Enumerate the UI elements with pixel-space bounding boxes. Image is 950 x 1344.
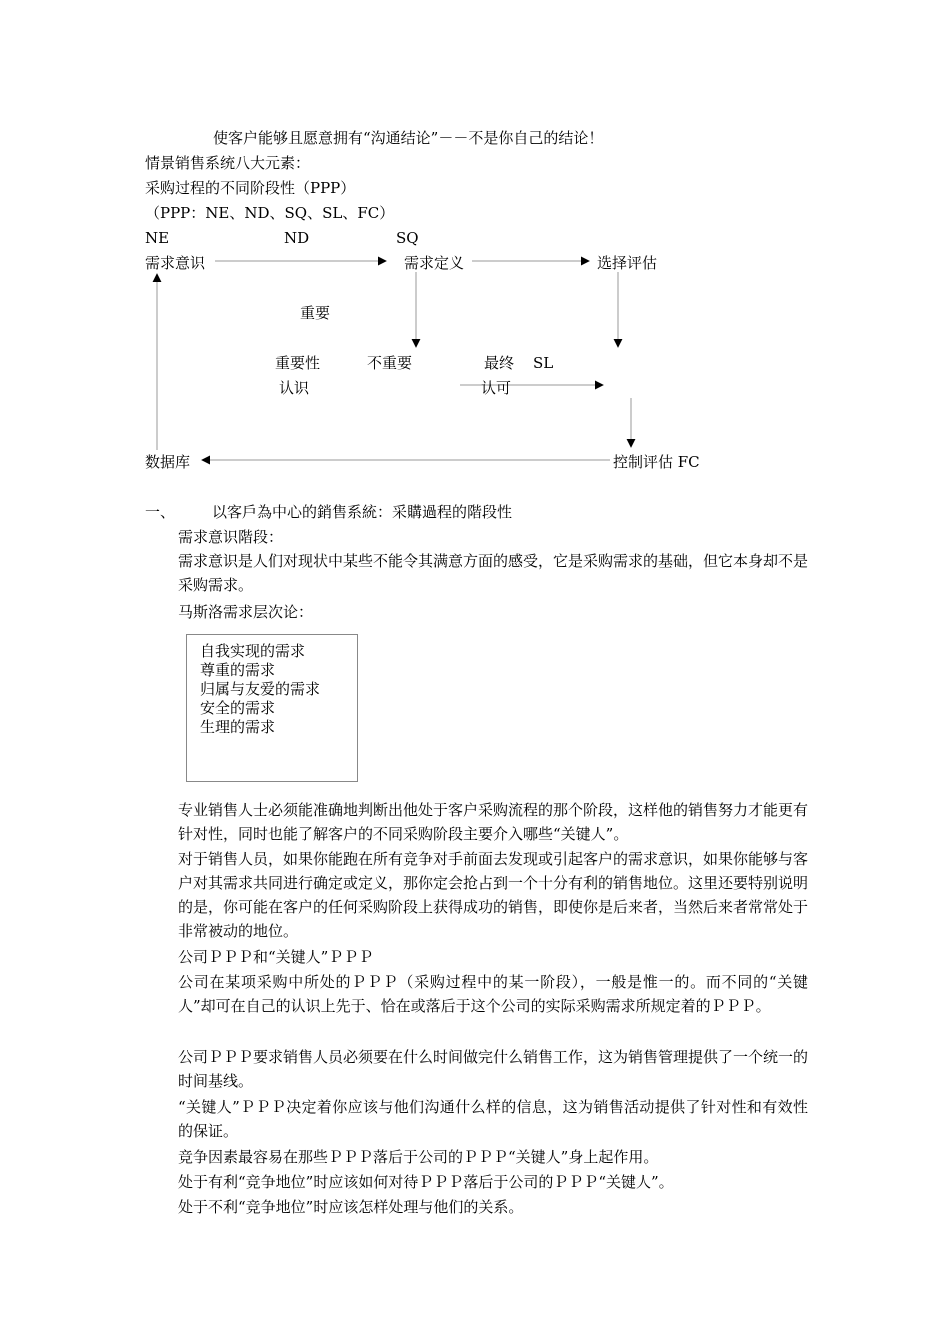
- intro-line-2: 情景销售系统八大元素：: [145, 154, 311, 172]
- paragraph-2: 对于销售人员，如果你能跑在所有竞争对手前面去发现或引起客户的需求意识，如果你能够与客户对其需求共同进行确定或定义，那你定会抢占到一个十分有利的销售地位。这里还要特别说明的是，你可能在客户的任何采购阶段上获得成功的销售，即使你是后来者，当然后来者常常处于非常被动的地位。: [178, 850, 809, 940]
- stage-control-evaluate: 控制评估 FC: [613, 453, 700, 471]
- paragraph-6: “关键人”ＰＰＰ决定着你应该与他们沟通什么样的信息，这为销售活动提供了针对性和有效性的保证。: [178, 1098, 808, 1140]
- intro-line-4: （PPP：NE、ND、SQ、SL、FC）: [145, 204, 395, 222]
- maslow-item: 自我实现的需求: [200, 642, 306, 660]
- code-nd: ND: [284, 229, 310, 247]
- paragraph-7: 竞争因素最容易在那些ＰＰＰ落后于公司的ＰＰＰ“关键人”身上起作用。: [178, 1148, 659, 1166]
- maslow-title: 马斯洛需求层次论：: [178, 603, 314, 621]
- paragraph-need-awareness: 需求意识是人们对现状中某些不能令其满意方面的感受，它是采购需求的基础，但它本身却不是采购需求。: [178, 552, 809, 594]
- paragraph-1: 专业销售人士必须能准确地判断出他处于客户采购流程的那个阶段，这样他的销售努力才能更有针对性，同时也能了解客户的不同采购阶段主要介入哪些“关键人”。: [178, 801, 809, 843]
- maslow-item: 尊重的需求: [200, 661, 276, 679]
- code-sq: SQ: [396, 229, 419, 247]
- label-recognition: 认识: [279, 379, 310, 397]
- paragraph-4: 公司在某项采购中所处的ＰＰＰ（采购过程中的某一阶段），一般是惟一的。而不同的“关键人”却可在自己的认识上先于、恰在或落后于这个公司的实际采购需求所规定着的ＰＰＰ。: [178, 973, 808, 1015]
- label-not-important: 不重要: [367, 354, 413, 372]
- paragraph-5: 公司ＰＰＰ要求销售人员必须要在什么时间做完什么销售工作，这为销售管理提供了一个统一的时间基线。: [178, 1048, 809, 1090]
- section-subheading: 需求意识階段：: [178, 528, 284, 546]
- paragraph-8: 处于有利“竞争地位”时应该如何对待ＰＰＰ落后于公司的ＰＰＰ“关键人”。: [178, 1173, 674, 1191]
- section-title: 以客戶為中心的銷售系統：采購過程的階段性: [212, 503, 513, 521]
- section-number: 一、: [145, 503, 176, 521]
- label-important: 重要: [300, 304, 331, 322]
- intro-line-3: 采购过程的不同阶段性（PPP）: [145, 179, 356, 197]
- label-importance: 重要性: [275, 354, 321, 372]
- maslow-hierarchy-box: [186, 634, 358, 782]
- label-final: 最终: [484, 354, 515, 372]
- ppp-flow-diagram: [0, 0, 950, 520]
- label-approval: 认可: [481, 379, 512, 397]
- paragraph-9: 处于不利“竞争地位”时应该怎样处理与他们的关系。: [178, 1198, 524, 1216]
- stage-need-awareness: 需求意识: [145, 254, 206, 272]
- code-sl: SL: [533, 354, 554, 372]
- code-ne: NE: [145, 229, 170, 247]
- paragraph-3: 公司ＰＰＰ和“关键人”ＰＰＰ: [178, 948, 374, 966]
- stage-select-evaluate: 选择评估: [597, 254, 658, 272]
- stage-database: 数据库: [145, 453, 191, 471]
- maslow-item: 归属与友爱的需求: [200, 680, 321, 698]
- maslow-item: 生理的需求: [200, 718, 276, 736]
- intro-line-1: 使客户能够且愿意拥有“沟通结论”－－不是你自己的结论！: [213, 129, 604, 147]
- maslow-item: 安全的需求: [200, 699, 276, 717]
- stage-need-definition: 需求定义: [404, 254, 465, 272]
